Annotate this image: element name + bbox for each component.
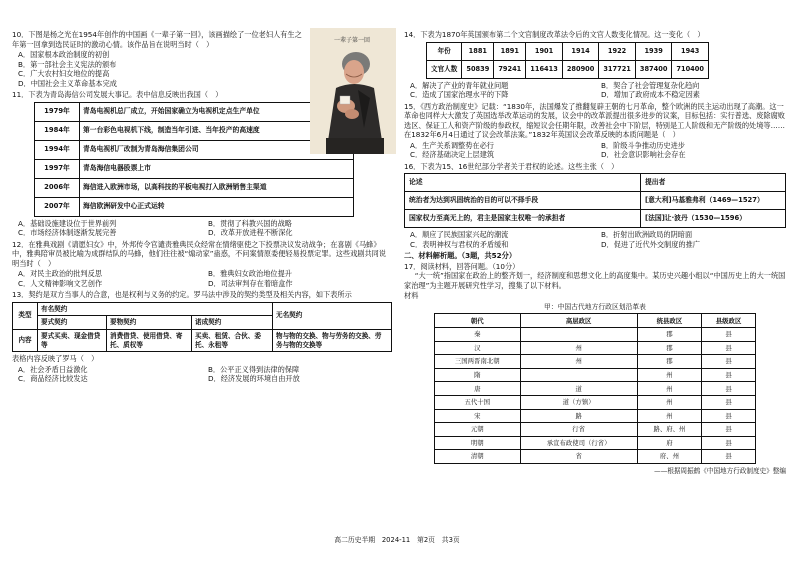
count-cell: 116413	[526, 60, 563, 78]
content-cell: 要式买卖、现金借贷等	[38, 329, 107, 351]
material-label: 材料	[404, 291, 419, 300]
option-c: C．经济基础决定上层建筑	[410, 150, 495, 159]
cell: 道（方镇）	[520, 396, 637, 410]
option-b: B．阶级斗争推动历史进步	[601, 140, 685, 150]
table-row	[35, 178, 354, 197]
table-row	[435, 382, 756, 396]
year-cell: 1939	[635, 42, 672, 60]
option-c: C．表明神权与君权的矛盾缓和	[410, 239, 509, 249]
cell: 州	[637, 396, 701, 410]
table-row	[13, 329, 392, 351]
table-row	[435, 450, 756, 464]
cell: 府、州	[637, 450, 701, 464]
option-b: B．贯彻了科教兴国的战略	[208, 218, 292, 228]
option-d: D．司法审判存在着暗盒作	[208, 278, 293, 288]
table-row	[435, 328, 756, 342]
year-cell: 1914	[562, 42, 599, 60]
table-title: 甲：中国古代地方行政区划沿革表	[544, 302, 646, 311]
cell	[520, 328, 637, 342]
option-c: C．造成了国家治理水平的下降	[410, 90, 509, 99]
cell: 县	[702, 450, 756, 464]
option-b: B．公平正义得到法律的保障	[208, 364, 300, 374]
sub-header: 要物契约	[107, 316, 192, 330]
table-row	[435, 341, 756, 355]
table-row	[405, 174, 786, 192]
cell: 郡	[637, 328, 701, 342]
content-cell: 物与物的交换、物与劳务的交换、劳务与物的交换等	[273, 329, 392, 351]
options	[18, 50, 304, 88]
header-cell: 朝代	[435, 314, 521, 328]
dynasty-cell: 明朝	[435, 436, 521, 450]
table-row	[435, 409, 756, 423]
dynasty-cell: 汉	[435, 341, 521, 355]
year-cell: 1922	[599, 42, 636, 60]
cell: 县	[702, 382, 756, 396]
question-12	[12, 240, 392, 289]
statement-cell: 国家权力至高无上的，君主是国家主权唯一的承担者	[405, 210, 641, 228]
option-a: A．对民主政治的批判反思	[18, 269, 102, 278]
table-row	[405, 210, 786, 228]
table-row	[435, 368, 756, 382]
cell: 州	[637, 368, 701, 382]
painting-image	[310, 28, 396, 154]
dynasty-cell: 元朝	[435, 423, 521, 437]
question-stem: 15．《西方政治制度史》记载：“1830年，法国爆发了推翻复辟王朝的七月革命，整个欧洲的民主运动出现了高潮。这一革命也同样大大激发了英国选举改革运动的发展，议会中的改革派提出很多进步的议案，目标包括：实行普选、废除腐败选区、保证工人和资产阶级的参政权，缩短议会任期年限，改善社会中下阶层，特别是工人阶级和无产阶级的处境等……在1832年6月4日通过了议会改革法案。”1832年英国议会改革反映的本质问题是（ ）	[404, 101, 785, 139]
contract-table	[12, 302, 392, 353]
table-row	[13, 302, 392, 316]
option-a: A．基础设施建设位于世界前列	[18, 218, 117, 228]
options	[18, 365, 392, 384]
header-cell: 统县政区	[637, 314, 701, 328]
event-cell: 青岛海信电器股票上市	[80, 159, 354, 178]
table-row	[35, 159, 354, 178]
question-10	[12, 30, 392, 88]
table-row	[35, 121, 354, 140]
question-17	[404, 262, 786, 476]
question-stem: 11．下表为青岛海信公司发展大事记。表中信息反映出我国（ ）	[12, 90, 223, 99]
question-16	[404, 162, 786, 250]
section-heading: 二、材料解析题。（3题，共52分）	[404, 251, 517, 260]
option-b: B．雅典妇女政治地位提升	[208, 269, 292, 278]
right-column	[404, 30, 786, 482]
option-d: D．社会意识影响社会存在	[601, 150, 686, 159]
question-14	[404, 30, 786, 100]
table-row	[405, 192, 786, 210]
cell	[520, 368, 637, 382]
cell: 郡	[637, 341, 701, 355]
header-cell: 年份	[427, 42, 462, 60]
count-cell: 387400	[635, 60, 672, 78]
header-cell: 县级政区	[702, 314, 756, 328]
options	[18, 269, 392, 288]
dynasty-cell: 五代十国	[435, 396, 521, 410]
cell: 县	[702, 423, 756, 437]
sovereignty-table	[404, 173, 786, 228]
event-cell: 海信欧洲研发中心正式运转	[80, 197, 354, 216]
cell: 县	[702, 341, 756, 355]
question-stem: 12．在雅典戏剧《请愿妇女》中，外邦传令官谴责雅典民众经常在情绪驱使之下投票决议发动战争；在喜剧《马蜂》中，雅典陪审员被比喻为成群结队的马蜂，他们往往被“煽动家”蛊惑，不问案情原委便轻易投票定罪。这些戏剧共同说明当时（ ）	[12, 239, 387, 268]
admin-division-table	[434, 313, 756, 464]
question-15	[404, 102, 786, 160]
cell: 州	[637, 382, 701, 396]
year-cell: 1943	[672, 42, 709, 60]
year-cell: 1994年	[35, 140, 80, 159]
year-cell: 2007年	[35, 197, 80, 216]
cell: 道	[520, 382, 637, 396]
dynasty-cell: 唐	[435, 382, 521, 396]
sub-header: 诺成契约	[192, 316, 273, 330]
option-d: D．增加了政府成本不稳定因素	[601, 90, 700, 99]
cell: 路、府、州	[637, 423, 701, 437]
table-row	[435, 423, 756, 437]
table-row	[35, 197, 354, 216]
event-cell: 青岛电视机厂改制为青岛海信集团公司	[80, 140, 354, 159]
left-column	[12, 30, 392, 386]
event-cell: 海信进入欧洲市场，以高科技的平板电视打入欧洲销售主渠道	[80, 178, 354, 197]
option-d: D．改革开放进程不断深化	[208, 228, 293, 237]
civil-servant-table	[426, 42, 709, 79]
header-cell: 高层政区	[520, 314, 637, 328]
event-cell: 青岛电视机总厂成立，开始国家确立为电视机定点生产单位	[80, 102, 354, 121]
year-cell: 1881	[462, 42, 494, 60]
cell: 县	[702, 409, 756, 423]
dynasty-cell: 隋	[435, 368, 521, 382]
dynasty-cell: 秦	[435, 328, 521, 342]
option-d: D．中国社会主义革命基本完成	[18, 78, 117, 88]
question-stem: 17．阅读材料，回答问题。（10分）	[404, 261, 520, 271]
year-cell: 1979年	[35, 102, 80, 121]
cell: 郡	[637, 355, 701, 369]
cell: 县	[702, 436, 756, 450]
content-cell: 买卖、租赁、合伙、委托、永租等	[192, 329, 273, 351]
count-cell: 50839	[462, 60, 494, 78]
option-a: A．生产关系调整势在必行	[410, 140, 494, 150]
count-cell: 280900	[562, 60, 599, 78]
option-a: A．解决了产业的青年就业问题	[410, 80, 509, 90]
option-a: A．社会矛盾日益激化	[18, 364, 88, 374]
author-cell: [法国]让·波丹（1530—1596）	[641, 210, 786, 228]
option-d: D．经济发展的环境自由开放	[208, 374, 300, 384]
options	[410, 81, 786, 100]
option-c: C．广大农村妇女地位的提高	[18, 69, 110, 78]
count-cell: 317721	[599, 60, 636, 78]
author-cell: [意大利]马基雅弗利（1469—1527）	[641, 192, 786, 210]
question-tail: 表格内容反映了罗马（ ）	[12, 354, 99, 364]
event-cell: 第一台彩色电视机下线，制造当年引进、当年投产的高速度	[80, 121, 354, 140]
question-13	[12, 290, 392, 384]
question-stem: 14．下表为1870年英国颁布第二个文官制度改革法令后的文官人数变化情况。这一变化（ ）	[404, 30, 705, 39]
question-stem: 10．下图是杨之光在1954年创作的中国画《一辈子第一回》，该画描绘了一位老妇人有生之年第一回拿到选民证时的激动心情。该作品旨在说明当时（ ）	[12, 30, 302, 49]
painting-caption: 一辈子第一回	[334, 37, 371, 44]
option-a: A．国家根本政治制度的初创	[18, 50, 110, 59]
cell: 省	[520, 450, 637, 464]
cell: 州	[637, 409, 701, 423]
unnamed-contract-header: 无名契约	[273, 302, 392, 329]
header-cell: 文官人数	[427, 60, 462, 78]
named-contract-header: 有名契约	[38, 302, 273, 316]
count-cell: 710400	[672, 60, 709, 78]
cell: 路	[520, 409, 637, 423]
dynasty-cell: 宋	[435, 409, 521, 423]
option-a: A．顺应了民族国家兴起的潮流	[410, 230, 509, 239]
header-cell: 提出者	[641, 174, 786, 192]
type-label: 类型	[13, 302, 38, 329]
table-row	[435, 314, 756, 328]
source-note: ——根据周振鹤《中国地方行政制度史》整编	[654, 467, 786, 475]
table-row	[435, 436, 756, 450]
table-row	[435, 355, 756, 369]
cell: 县	[702, 368, 756, 382]
table-row	[427, 60, 709, 78]
cell: 行省	[520, 423, 637, 437]
count-cell: 79241	[494, 60, 526, 78]
question-stem: 16．下表为15、16世纪部分学者关于君权的论述。这些主张（ ）	[404, 161, 619, 171]
table-row	[427, 42, 709, 60]
cell: 府	[637, 436, 701, 450]
option-c: C．市场经济体制逐渐发展完善	[18, 228, 117, 237]
cell: 承宣布政使司（行省）	[520, 436, 637, 450]
option-c: C．商品经济比较发达	[18, 374, 88, 384]
table-row	[35, 140, 354, 159]
option-b: B．契合了社会管理复杂化趋向	[601, 80, 700, 90]
cell: 县	[702, 355, 756, 369]
dynasty-cell: 三国两晋南北朝	[435, 355, 521, 369]
year-cell: 2006年	[35, 178, 80, 197]
option-b: B．第一部社会主义宪法的颁布	[18, 59, 117, 69]
content-cell: 消费借贷、使用借贷、寄托、质权等	[107, 329, 192, 351]
cell: 州	[520, 341, 637, 355]
cell: 县	[702, 328, 756, 342]
page-footer: 高二历史半期 2024-11 第2页 共3页	[334, 536, 460, 544]
year-cell: 1997年	[35, 159, 80, 178]
table-row	[435, 396, 756, 410]
table-row	[35, 102, 354, 121]
sub-header: 要式契约	[38, 316, 107, 330]
option-b: B．折射出欧洲政局的阴暗面	[601, 230, 693, 239]
header-cell: 论述	[405, 174, 641, 192]
options	[410, 230, 786, 249]
year-cell: 1901	[526, 42, 563, 60]
year-cell: 1891	[494, 42, 526, 60]
content-label: 内容	[13, 329, 38, 351]
options	[410, 141, 786, 160]
options	[18, 219, 392, 238]
statement-cell: 统治者为达到巩固统治的目的可以不择手段	[405, 192, 641, 210]
dynasty-cell: 清朝	[435, 450, 521, 464]
question-stem: 13．契约是双方当事人的合意，也是权利与义务的约定。罗马法中涉及的契约类型及相关内容，如下表所示	[12, 290, 352, 299]
option-c: C．人文精神影响文艺创作	[18, 278, 103, 288]
year-cell: 1984年	[35, 121, 80, 140]
cell: 州	[520, 355, 637, 369]
question-intro: “大一统”指国家在政治上的整齐划一，经济制度和思想文化上的高度集中。某历史兴趣小组以“中国历史上的大一统国家治理”为主题开展研究性学习，搜集了以下材料。	[404, 271, 786, 290]
option-d: D．促进了近代外交制度的推广	[601, 239, 700, 249]
timeline-table	[34, 102, 354, 217]
cell: 县	[702, 396, 756, 410]
